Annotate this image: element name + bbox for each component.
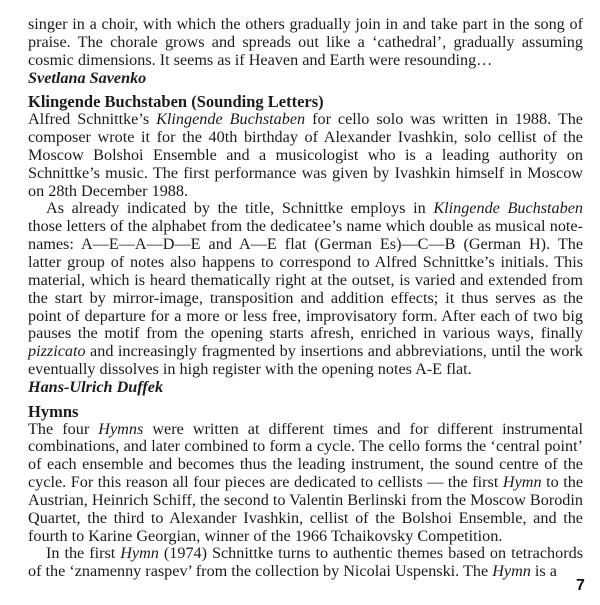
section-hymns [28,403,583,581]
author-signature: Hans-Ulrich Duffek [28,377,164,396]
section-chorale [28,16,583,87]
author-signature: Svetlana Savenko [28,68,147,87]
text-run: (1974) Schnittke turns to authentic themes based on tetrachords of the ‘znamenny raspev’ from the collection by Nicolai Uspenski. The [28,544,583,581]
italic-title: Hymn [492,562,531,581]
italic-title: Hymn [120,544,159,563]
italic-term: pizzicato [28,342,86,361]
italic-title: Hymn [502,473,542,492]
italic-title: Klingende Buchstaben [433,199,583,218]
paragraph [28,111,583,200]
text-run: those letters of the alphabet from the dedicatee’s name which double as musical note-names: A—E—A—D—E and A—E flat (German Es)—C—B (German H). The latter group of notes also happens to correspond to Alfred Schnittke’s initials. This material, which is heard thematically right at the outset, is varied and extended from the start by mirror-image, transposition and addition effects; it thus serves as the point of departure for a more or less free, improvisatory form. After each of two big pauses the motif from the opening starts afresh, enriched in various ways, finally [28,217,583,343]
text-run: is a [530,562,557,581]
paragraph [28,200,583,378]
section-heading: Klingende Buchstaben (Sounding Letters) [28,92,324,112]
page-number: 7 [576,577,585,594]
text-run: were written at different times and for different instrumental combinations, and later combined to form a cycle. The cello forms the ‘central point’ of each ensemble and becomes thus the leading instrument, the sound centre of the cycle. For this reason all four pieces are dedicated to cellists — the first [28,419,583,492]
section-klingende-buchstaben [28,93,583,396]
text-run: Alfred Schnittke’s [28,110,157,129]
section-heading: Hymns [28,401,79,421]
text-run: In the first [46,544,121,563]
italic-title: Klingende Buchstaben [156,110,306,129]
text-run: for cello solo was written in 1988. The composer wrote it for the 40th birthday of Alexander Ivashkin, solo cellist of the Moscow Bolshoi Ensemble and a musicologist who is a leading authority on Schnittke’s music. The first performance was given by Ivashkin himself in Moscow on 28th December 1988. [28,110,583,200]
text-run: The four [28,419,99,438]
text-run: singer in a choir, with which the others gradually join in and take part in the song of praise. The chorale grows and spreads out like a ‘cathedral’, gradually assuming cosmic dimensions. It seems as if Heaven and Earth were resounding… [28,15,583,69]
document-page [28,16,583,581]
italic-title: Hymns [98,419,144,438]
paragraph [28,421,583,546]
paragraph [28,16,583,70]
text-run: and increasingly fragmented by insertions and abbreviations, until the work eventually dissolves in high register with the opening notes A-E flat. [28,342,583,379]
text-run: to the Austrian, Heinrich Schiff, the second to Valentin Berlinski from the Moscow Borodin Quartet, the third to Alexander Ivashkin, cellist of the Bolshoi Ensemble, and the fourth to Karine Georgian, winner of the 1966 Tchaikovsky Competition. [28,473,583,545]
text-run: As already indicated by the title, Schnittke employs in [46,199,434,218]
paragraph [28,545,583,581]
